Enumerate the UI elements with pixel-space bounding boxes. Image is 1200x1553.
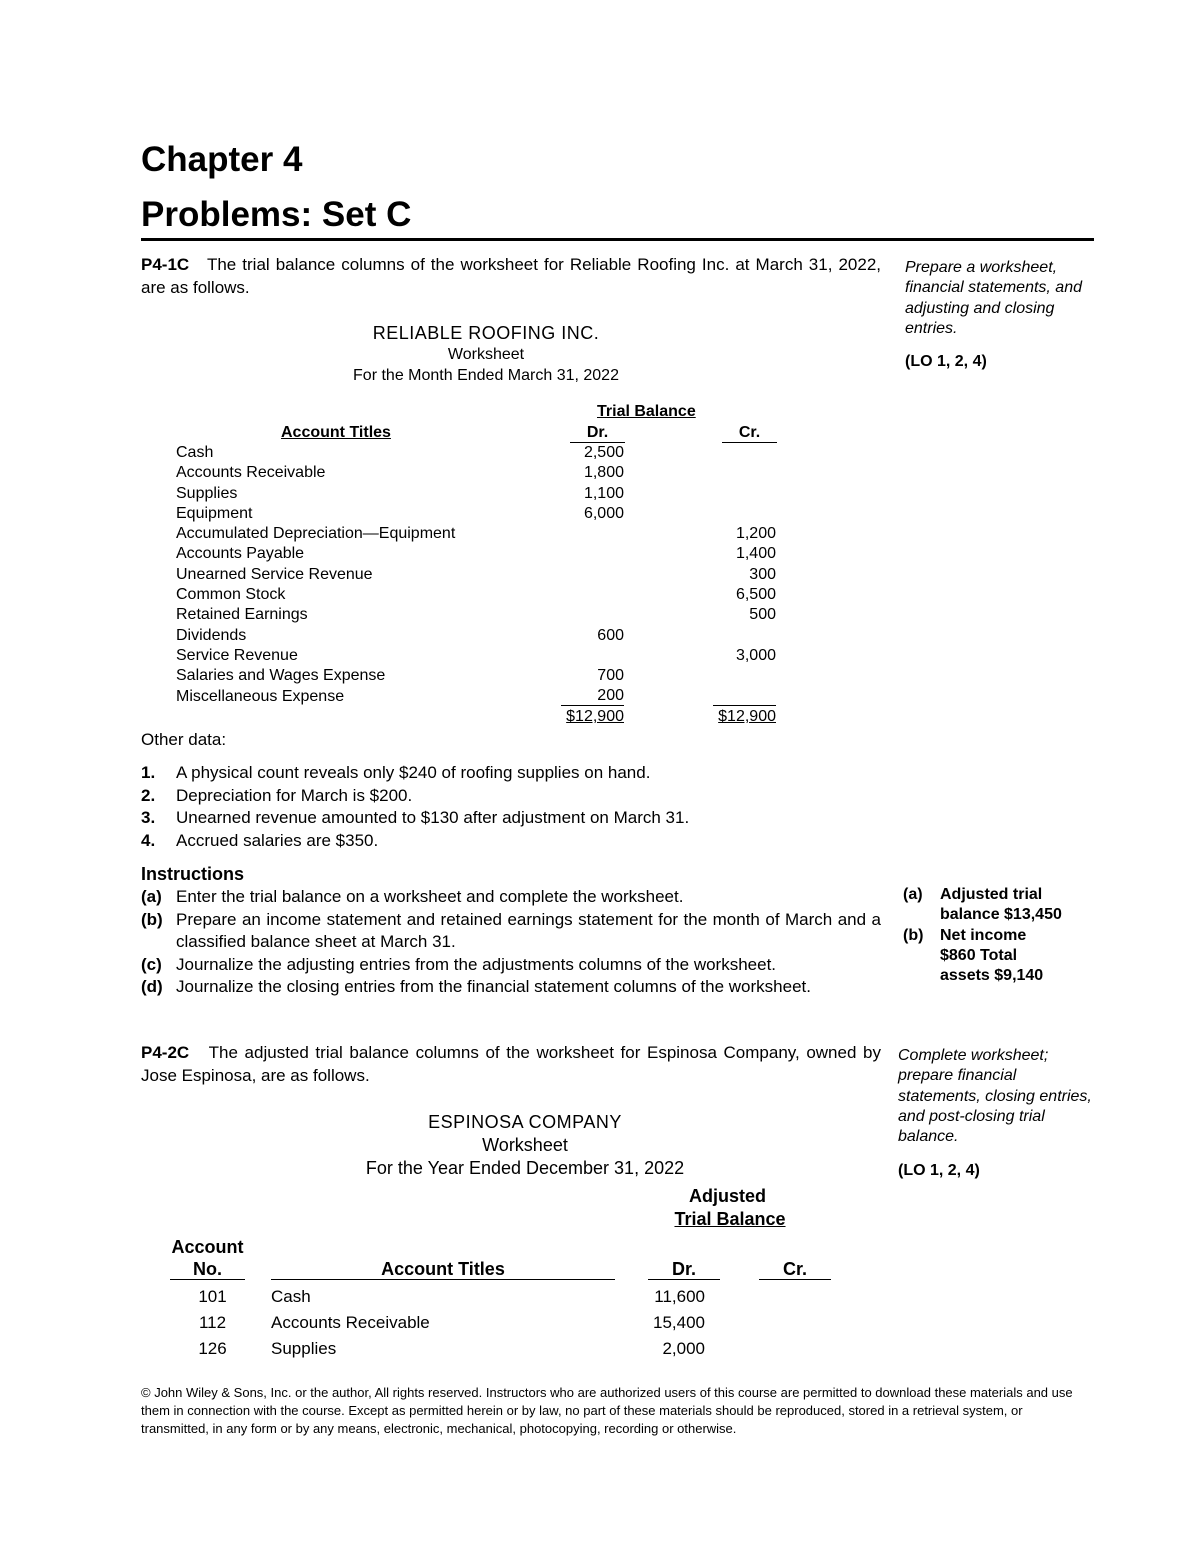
table-row xyxy=(176,585,786,605)
item-text: Accrued salaries are $350. xyxy=(176,830,379,850)
answer-item xyxy=(903,926,1060,987)
item-text: Unearned revenue amounted to $130 after adjustment on March 31. xyxy=(176,808,690,828)
account-title: Unearned Service Revenue xyxy=(176,565,373,583)
p1-group-header: Trial Balance xyxy=(597,403,696,420)
p1-intro-text: The trial balance columns of the worksheet for Reliable Roofing Inc. at March 31, 2022, are as follows. xyxy=(141,255,881,297)
table-row xyxy=(176,626,786,646)
header-rule xyxy=(141,238,1094,241)
account-title: Accounts Payable xyxy=(176,545,305,563)
cr-value: 1,400 xyxy=(735,545,776,563)
other-data-label: Other data: xyxy=(141,730,227,749)
p2-company: ESPINOSA COMPANY xyxy=(428,1112,622,1132)
dr-value: 1,100 xyxy=(583,484,624,502)
table-row xyxy=(176,544,786,564)
p1-col-cr: Cr. xyxy=(722,424,777,443)
table-row xyxy=(160,1286,850,1312)
dr-value: 6,000 xyxy=(583,504,624,522)
table-row xyxy=(160,1338,850,1364)
table-row xyxy=(176,443,786,463)
p2-col-no-1: Account xyxy=(171,1237,244,1257)
total-dr: $12,900 xyxy=(566,707,624,725)
p2-table-body xyxy=(160,1286,850,1364)
account-title: Service Revenue xyxy=(176,646,298,664)
answer-item xyxy=(903,885,1088,926)
account-title: Cash xyxy=(271,1287,311,1306)
p2-id: P4-2C xyxy=(141,1043,190,1062)
item-letter: (b) xyxy=(141,909,163,929)
answer-text: Net income $860 Total assets $9,140 xyxy=(940,926,1044,985)
list-item xyxy=(141,976,881,999)
item-text: Prepare an income statement and retained earnings statement for the month of March and a classified balance sheet at March 31. xyxy=(176,909,881,952)
p2-col-title: Account Titles xyxy=(271,1260,615,1280)
dr-value: 2,500 xyxy=(583,444,624,461)
account-title: Miscellaneous Expense xyxy=(176,687,345,705)
p2-group-header-1: Adjusted xyxy=(688,1186,766,1206)
instructions-heading: Instructions xyxy=(141,864,245,884)
list-item xyxy=(141,807,881,830)
list-item xyxy=(141,785,881,808)
p2-intro-text: The adjusted trial balance columns of the worksheet for Espinosa Company, owned by Jose Espinosa, are as follows. xyxy=(141,1043,881,1085)
table-total-row xyxy=(176,707,786,727)
p1-col-title: Account Titles xyxy=(281,424,391,441)
p1-table-body xyxy=(176,443,786,727)
account-title: Equipment xyxy=(176,504,253,522)
answer-text: Adjusted trial balance $13,450 xyxy=(940,886,1062,924)
account-title: Accounts Receivable xyxy=(271,1313,430,1332)
account-title: Dividends xyxy=(176,626,247,644)
account-title: Common Stock xyxy=(176,586,286,604)
p1-company: RELIABLE ROOFING INC. xyxy=(372,323,600,343)
cr-value: 300 xyxy=(749,565,776,583)
item-text: Enter the trial balance on a worksheet and complete the worksheet. xyxy=(176,887,684,906)
account-title: Supplies xyxy=(176,484,238,502)
dr-value: 2,000 xyxy=(662,1339,705,1358)
p2-col-cr: Cr. xyxy=(759,1260,831,1280)
item-letter: (d) xyxy=(141,977,163,997)
page-title: Problems: Set C xyxy=(141,195,412,234)
p1-id: P4-1C xyxy=(141,255,190,274)
copyright-footer: © John Wiley & Sons, Inc. or the author, All rights reserved. Instructors who are authorized users of this course are permitted to download these materials and use them in connection with the course. Except as permitted herein or by law, no part of these materials should be reproduced, stored in a retrieval system, or transmitted, in any form or by any means, electronic, mechanical, photocopying, recording or otherwise. xyxy=(141,1385,1073,1436)
dr-value: 11,600 xyxy=(654,1287,705,1306)
item-number: 2. xyxy=(141,785,156,805)
list-item xyxy=(141,762,881,785)
list-item xyxy=(141,886,881,909)
p2-group-header-2: Trial Balance xyxy=(674,1209,786,1229)
p1-side-note: Prepare a worksheet, financial statements, and adjusting and closing entries. xyxy=(905,259,1082,337)
answer-letter: (a) xyxy=(903,886,923,903)
p1-doc: Worksheet xyxy=(447,346,525,363)
table-row xyxy=(176,565,786,585)
table-row xyxy=(176,504,786,524)
p1-answers xyxy=(903,885,1088,986)
account-title: Accumulated Depreciation—Equipment xyxy=(176,525,456,543)
item-text: Journalize the closing entries from the financial statement columns of the worksheet. xyxy=(176,977,811,997)
p2-intro xyxy=(141,1042,881,1087)
table-row xyxy=(176,484,786,504)
account-title: Retained Earnings xyxy=(176,606,308,624)
dr-value: 1,800 xyxy=(583,464,624,482)
total-cr: $12,900 xyxy=(718,707,776,725)
table-row xyxy=(176,524,786,544)
table-row xyxy=(176,605,786,625)
account-title: Accounts Receivable xyxy=(176,464,326,482)
other-data-list xyxy=(141,762,881,852)
dr-value: 15,400 xyxy=(653,1313,705,1332)
p2-side-lo: (LO 1, 2, 4) xyxy=(898,1162,980,1179)
item-text: Depreciation for March is $200. xyxy=(176,785,413,805)
list-item xyxy=(141,909,881,954)
account-number: 126 xyxy=(198,1339,227,1358)
dr-value: 600 xyxy=(597,626,624,644)
table-row xyxy=(176,463,786,483)
p2-col-dr: Dr. xyxy=(648,1260,720,1280)
table-row xyxy=(176,646,786,666)
cr-value: 6,500 xyxy=(735,586,776,604)
p2-side-note: Complete worksheet; prepare financial statements, closing entries, and post-closing trial balance. xyxy=(898,1047,1092,1146)
account-title: Cash xyxy=(176,444,214,461)
account-number: 112 xyxy=(198,1313,227,1332)
table-row xyxy=(176,687,786,707)
p1-period: For the Month Ended March 31, 2022 xyxy=(353,367,619,384)
chapter-title: Chapter 4 xyxy=(141,140,303,179)
cr-value: 3,000 xyxy=(735,646,776,664)
dr-value: 700 xyxy=(597,667,624,685)
p2-doc: Worksheet xyxy=(482,1135,568,1155)
item-text: Journalize the adjusting entries from the adjustments columns of the worksheet. xyxy=(176,954,777,974)
answer-letter: (b) xyxy=(903,926,924,944)
p1-intro xyxy=(141,254,881,299)
account-number: 101 xyxy=(198,1287,227,1306)
cr-value: 500 xyxy=(749,606,776,624)
item-letter: (a) xyxy=(141,887,162,906)
item-letter: (c) xyxy=(141,954,162,974)
dr-value: 200 xyxy=(561,687,624,706)
cr-underline xyxy=(713,687,776,706)
table-row xyxy=(176,666,786,686)
item-number: 3. xyxy=(141,808,156,828)
p1-col-dr: Dr. xyxy=(570,424,625,443)
list-item xyxy=(141,830,881,853)
table-row xyxy=(160,1312,850,1338)
p2-period: For the Year Ended December 31, 2022 xyxy=(365,1158,685,1178)
item-text: A physical count reveals only $240 of roofing supplies on hand. xyxy=(176,763,651,782)
item-number: 4. xyxy=(141,830,156,850)
p2-col-no-2: No. xyxy=(170,1260,245,1280)
item-number: 1. xyxy=(141,763,156,782)
account-title: Salaries and Wages Expense xyxy=(176,667,386,685)
account-title: Supplies xyxy=(271,1339,337,1358)
p1-side-lo: (LO 1, 2, 4) xyxy=(905,353,987,370)
instructions-list xyxy=(141,886,881,999)
cr-value: 1,200 xyxy=(735,525,776,543)
list-item xyxy=(141,954,881,977)
